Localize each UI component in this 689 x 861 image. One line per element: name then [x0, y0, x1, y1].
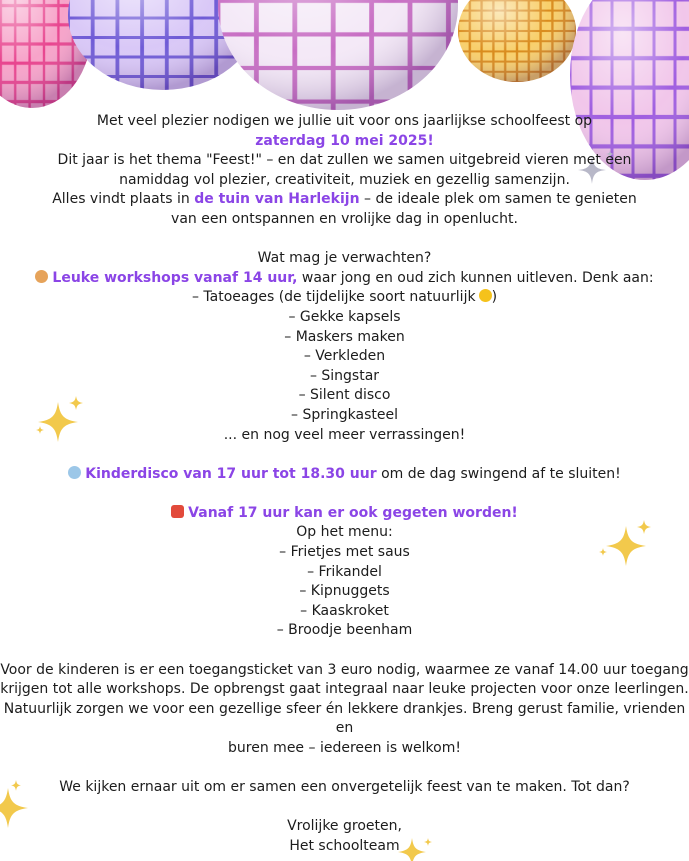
list-item: – Frikandel	[307, 563, 382, 580]
location-prefix: Alles vindt plaats in	[52, 191, 190, 208]
list-item: – Gekke kapsels	[288, 308, 401, 325]
disco-ball-large-icon	[218, 0, 458, 110]
location-suffix: – de ideale plek om samen te genieten	[364, 191, 637, 208]
disco-ball-gold-icon	[458, 0, 576, 82]
disco-text: om de dag swingend af te sluiten!	[381, 465, 621, 482]
list-item: – Kipnuggets	[299, 583, 390, 600]
signature: Het schoolteam	[289, 837, 400, 854]
ticket-line: krijgen tot alle workshops. De opbrengst gaat integraal naar leuke projecten voor onze leerlingen.	[0, 681, 689, 698]
mirror-ball-icon	[68, 466, 81, 479]
disco-highlight: Kinderdisco van 17 uur tot 18.30 uur	[85, 465, 377, 482]
palette-icon	[35, 270, 48, 283]
food-line	[0, 504, 689, 524]
ticket-line: Natuurlijk zorgen we voor een gezellige sfeer én lekkere drankjes. Breng gerust familie, vrienden en	[3, 700, 686, 737]
list-item: – Singstar	[309, 367, 380, 384]
more-surprises: ... en nog veel meer verrassingen!	[223, 426, 466, 443]
list-item: – Maskers maken	[284, 328, 405, 345]
workshop-item-tattoo: – Tatoeages (de tijdelijke soort natuurlijk	[191, 289, 476, 306]
location-name: de tuin van Harlekijn	[194, 191, 360, 208]
greeting: Vrolijke groeten,	[287, 818, 402, 835]
list-item: – Silent disco	[298, 387, 391, 404]
list-item: – Frietjes met saus	[279, 544, 410, 561]
list-item: – Verkleden	[303, 348, 386, 365]
workshops-line	[0, 269, 689, 289]
list-item: – Broodje beenham	[276, 622, 413, 639]
expectations-heading: Wat mag je verwachten?	[257, 250, 432, 267]
theme-line-2: namiddag vol plezier, creativiteit, muziek en gezellig samenzijn.	[119, 171, 570, 188]
location-line-2: van een ontspannen en vrolijke dag in openlucht.	[171, 210, 518, 227]
list-item	[0, 288, 689, 308]
winking-face-icon	[479, 289, 492, 302]
fries-icon	[171, 505, 184, 518]
location-line	[0, 190, 689, 210]
menu-label: Op het menu:	[296, 524, 393, 541]
theme-line-1: Dit jaar is het thema "Feest!" – en dat zullen we samen uitgebreid vieren met een	[57, 152, 632, 169]
ticket-line: buren mee – iedereen is welkom!	[228, 740, 461, 756]
invitation-text	[0, 112, 689, 857]
disco-line	[0, 465, 689, 485]
closing-line: We kijken ernaar uit om er samen een onvergetelijk feest van te maken. Tot dan?	[59, 779, 630, 796]
food-highlight: Vanaf 17 uur kan er ook gegeten worden!	[188, 504, 518, 521]
list-item: – Springkasteel	[291, 406, 398, 423]
ticket-line: Voor de kinderen is er een toegangsticket van 3 euro nodig, waarmee ze vanaf 14.00 uur toegang	[0, 661, 689, 678]
workshops-text: waar jong en oud zich kunnen uitleven. Denk aan:	[301, 269, 654, 286]
tattoo-close-paren: )	[491, 289, 498, 306]
list-item: – Kaaskroket	[300, 602, 389, 619]
intro-line: Met veel plezier nodigen we jullie uit voor ons jaarlijkse schoolfeest op	[96, 113, 593, 129]
workshops-highlight: Leuke workshops vanaf 14 uur,	[52, 269, 298, 286]
event-date: zaterdag 10 mei 2025!	[255, 132, 434, 149]
